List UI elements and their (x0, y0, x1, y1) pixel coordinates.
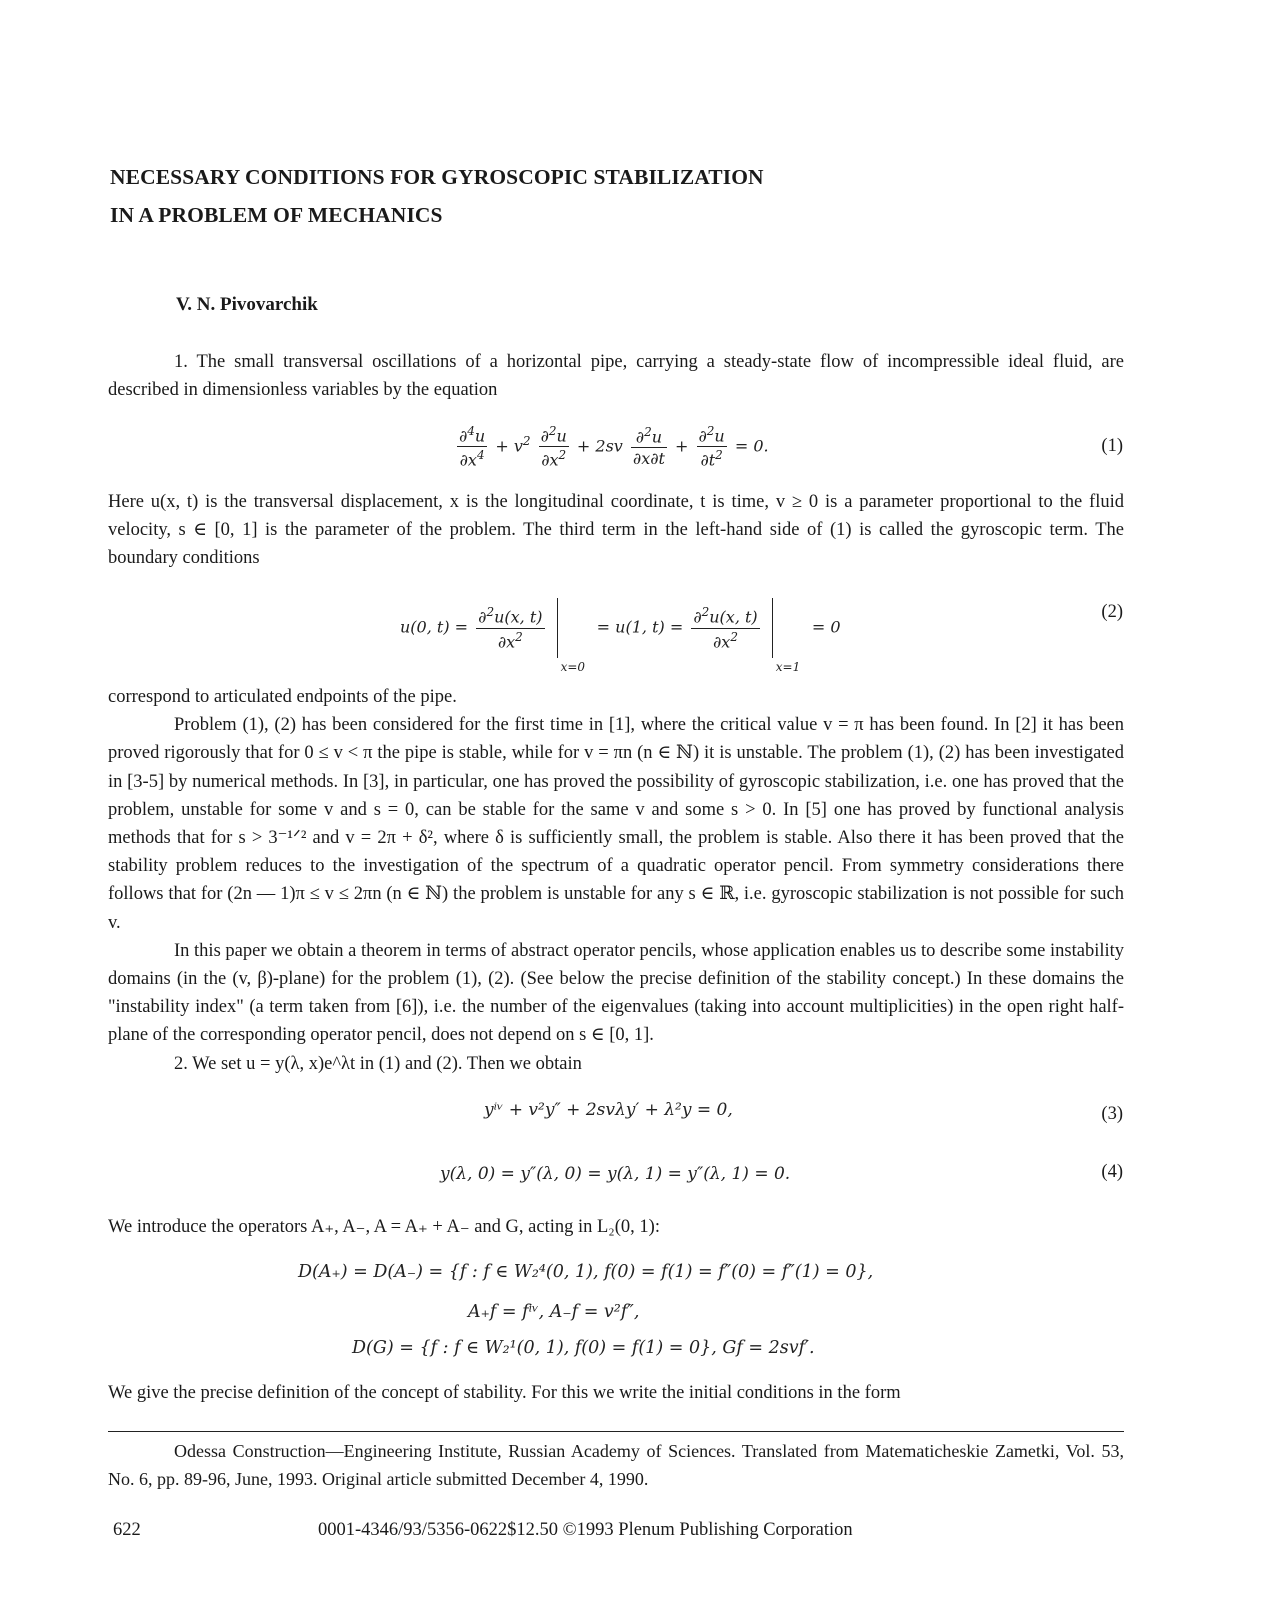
page-number: 622 (113, 1520, 141, 1540)
equation-1: $\frac{\partial^4u}{\partial x^4}$ + $v^2$ $\frac{\partial^2u}{\partial x^2}$ + 2sv $\frac{\partial^2u}{\partial x\partial t}$ + $\frac{\partial^2u}{\partial t^2}$ = 0. (459, 424, 769, 470)
operator-definition-3: D(G) = {f : f ∈ W₂¹(0, 1), f(0) = f(1) = 0}, Gf = 2svf′. (352, 1338, 815, 1358)
operator-definition-1: D(A₊) = D(A₋) = {f : f ∈ W₂⁴(0, 1), f(0) = f(1) = f″(0) = f″(1) = 0}, (298, 1262, 874, 1282)
title-line-1: NECESSARY CONDITIONS FOR GYROSCOPIC STABILIZATION (110, 165, 764, 189)
publication-code: 0001-4346/93/5356-0622$12.50 ©1993 Plenum Publishing Corporation (318, 1520, 853, 1540)
equation-3-number: (3) (1101, 1104, 1123, 1124)
paragraph-3 (108, 683, 1124, 1078)
paragraph-2 (108, 488, 1124, 573)
paragraph-4-text: Problem (1), (2) has been considered for the first time in [1], where the critical value v = π has been found. In [2] it has been proved rigorously that for 0 ≤ v < π the pipe is stable, while for v = πn (n ∈ ℕ) it is unstable. The problem (1), (2) has been investigated in [3-5] by numerical methods. In [3], in particular, one has proved the possibility of gyroscopic stabilization, i.e. one has proved that the problem, unstable for some v and s = 0, can be stable for the same v and some s > 0. In [5] one has proved by functional analysis methods that for s > 3⁻¹ᐟ² and v = 2π + δ², where δ is sufficiently small, the problem is stable. Also there it has been proved that the stability problem reduces to the investigation of the spectrum of a quadratic operator pencil. From symmetry considerations there follows that for (2n — 1)π ≤ v ≤ 2πn (n ∈ ℕ) the problem is unstable for any s ∈ ℝ, i.e. gyroscopic stabilization is not possible for such v. (108, 715, 1124, 933)
author-name: V. N. Pivovarchik (176, 294, 318, 315)
equation-4: y(λ, 0) = y″(λ, 0) = y(λ, 1) = y″(λ, 1) = 0. (440, 1164, 791, 1184)
paragraph-3-text: correspond to articulated endpoints of the pipe. (108, 687, 457, 707)
equation-3: yⁱᵛ + v²y″ + 2svλy′ + λ²y = 0, (484, 1100, 733, 1120)
footnote-rule (108, 1431, 1124, 1432)
paragraph-7-text: We introduce the operators A₊, A₋, A = A₊ + A₋ and G, acting in L₂(0, 1): (108, 1217, 660, 1237)
paragraph-7 (108, 1213, 1124, 1241)
paragraph-5-text: In this paper we obtain a theorem in terms of abstract operator pencils, whose application enables us to describe some instability domains (in the (v, β)-plane) for the problem (1), (2). (See below the precise definition of the stability concept.) In these domains the "instability index" (a term taken from [6]), i.e. the number of the eigenvalues (taking into account multiplicities) in the open right half-plane of the corresponding operator pencil, does not depend on s ∈ [0, 1]. (108, 940, 1124, 1046)
paragraph-8 (108, 1379, 1124, 1407)
footnote-text: Odessa Construction—Engineering Institute, Russian Academy of Sciences. Translated from Matematicheskie Zametki, Vol. 53, No. 6, pp. 89-96, June, 1993. Original article submitted December 4, 1990. (108, 1441, 1124, 1489)
equation-2-number: (2) (1101, 602, 1123, 622)
paragraph-2-text: Here u(x, t) is the transversal displacement, x is the longitudinal coordinate, t is time, v ≥ 0 is a parameter proportional to the fluid velocity, s ∈ [0, 1] is the parameter of the problem. The third term in the left-hand side of (1) is called the gyroscopic term. The boundary conditions (108, 492, 1124, 569)
operator-definition-2: A₊f = fⁱᵛ, A₋f = v²f″, (468, 1302, 640, 1322)
paragraph-1 (108, 348, 1124, 404)
paper-title (110, 158, 1010, 234)
equation-1-number: (1) (1101, 436, 1123, 456)
paragraph-8-text: We give the precise definition of the concept of stability. For this we write the initial conditions in the form (108, 1383, 901, 1403)
title-line-2: IN A PROBLEM OF MECHANICS (110, 203, 443, 227)
paragraph-1-text: 1. The small transversal oscillations of a horizontal pipe, carrying a steady-state flow of incompressible ideal fluid, are described in dimensionless variables by the equation (108, 352, 1124, 401)
footnote (108, 1437, 1124, 1493)
equation-4-number: (4) (1101, 1162, 1123, 1182)
paragraph-6-text: 2. We set u = y(λ, x)e^λt in (1) and (2). Then we obtain (174, 1053, 582, 1074)
equation-2: u(0, t) = $\frac{\partial^2u(x, t)}{\partial x^2}$ x=0 = u(1, t) = $\frac{\partial^2u(x, t)}{\partial x^2}$ x=1 = 0 (400, 598, 841, 658)
